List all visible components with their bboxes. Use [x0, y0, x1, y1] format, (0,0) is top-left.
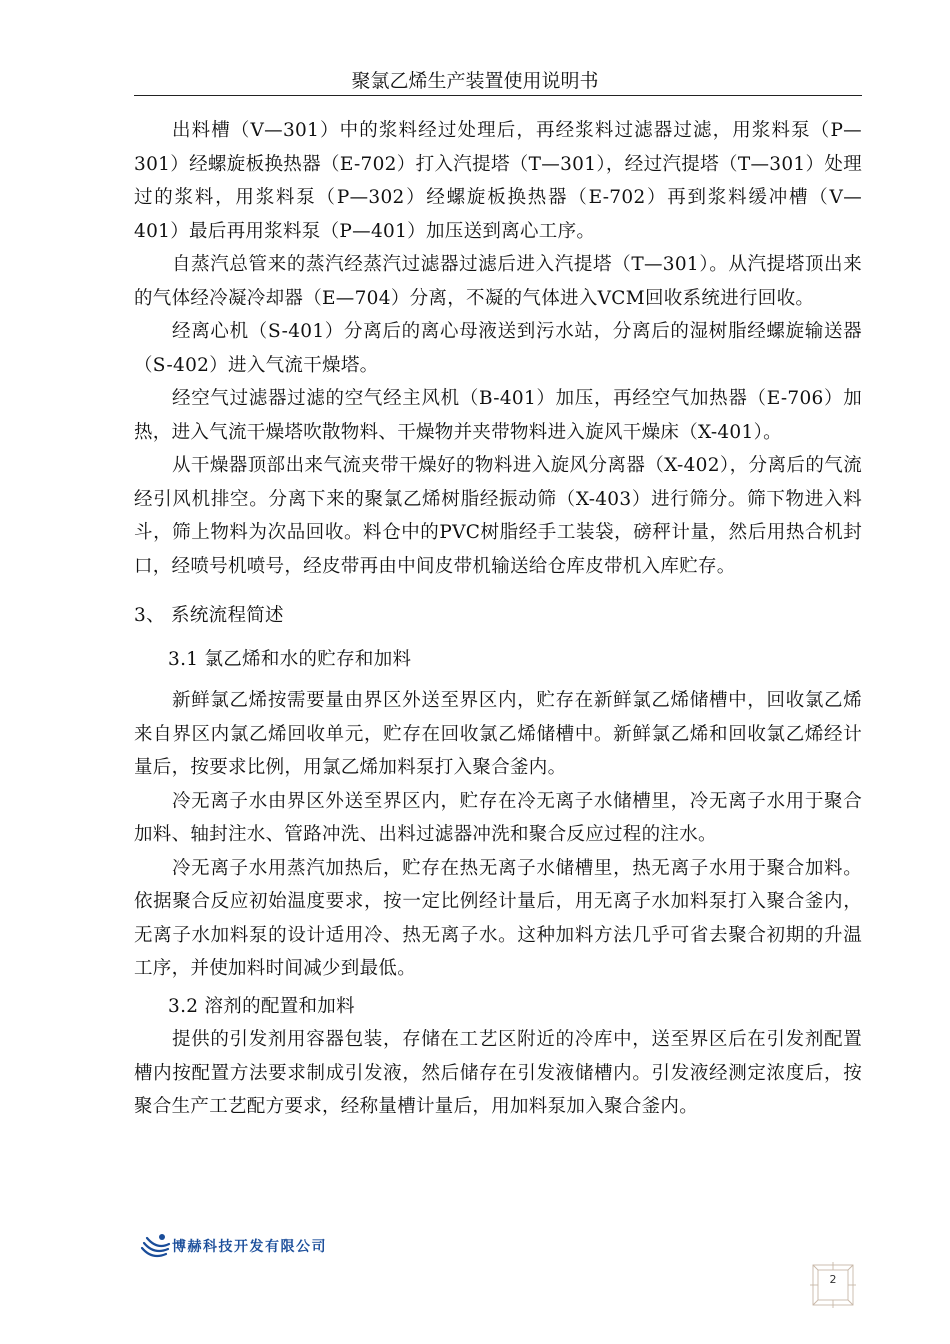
paragraph-hot-water: 冷无离子水用蒸汽加热后，贮存在热无离子水储槽里，热无离子水用于聚合加料。依据聚合反应初始温度要求，按一定比例经计量后，用无离子水加料泵打入聚合釜内，无离子水加料泵的设计适用冷、热无离子水。这种加料方法几乎可省去聚合初期的升温工序，并使加料时间减少到最低。 [134, 857, 862, 979]
paragraph-slurry-process: 出料槽（V—301）中的浆料经过处理后，再经浆料过滤器过滤，用浆料泵（P—301）经螺旋板换热器（E-702）打入汽提塔（T—301），经过汽提塔（T—301）处理过的浆料，用浆料泵（P—302）经螺旋板换热器（E-702）再到浆料缓冲槽（V—401）最后再用浆料泵（P—401）加压送到离心工序。 [134, 120, 862, 242]
subsection-heading-3-1: 3.1 氯乙烯和水的贮存和加料 [168, 648, 412, 670]
paragraph-steam-stripping: 自蒸汽总管来的蒸汽经蒸汽过滤器过滤后进入汽提塔（T—301）。从汽提塔顶出来的气体经冷凝冷却器（E—704）分离，不凝的气体进入VCM回收系统进行回收。 [134, 254, 862, 309]
company-name: 博赫科技开发有限公司 [172, 1239, 327, 1255]
paragraph-air-heating: 经空气过滤器过滤的空气经主风机（B-401）加压，再经空气加热器（E-706）加热，进入气流干燥塔吹散物料、干燥物并夹带物料进入旋风干燥床（X-401）。 [134, 388, 862, 443]
paragraph-vcm-storage: 新鲜氯乙烯按需要量由界区外送至界区内，贮存在新鲜氯乙烯储槽中，回收氯乙烯来自界区内氯乙烯回收单元，贮存在回收氯乙烯储槽中。新鲜氯乙烯和回收氯乙烯经计量后，按要求比例，用氯乙烯加料泵打入聚合釜内。 [134, 690, 862, 778]
paragraph-initiator: 提供的引发剂用容器包装，存储在工艺区附近的冷库中，送至界区后在引发剂配置槽内按配置方法要求制成引发液，然后储存在引发液储槽内。引发液经测定浓度后，按聚合生产工艺配方要求，经称量槽计量后，用加料泵加入聚合釜内。 [134, 1029, 862, 1117]
header-divider [134, 95, 862, 96]
paragraph-cold-water: 冷无离子水由界区外送至界区内，贮存在冷无离子水储槽里，冷无离子水用于聚合加料、轴封注水、管路冲洗、出料过滤器冲洗和聚合反应过程的注水。 [134, 790, 862, 845]
document-header-title: 聚氯乙烯生产装置使用说明书 [351, 70, 599, 92]
section-heading-3: 3、 系统流程简述 [134, 605, 284, 626]
paragraph-drying-packaging: 从干燥器顶部出来气流夹带干燥好的物料进入旋风分离器（X-402），分离后的气流经引风机排空。分离下来的聚氯乙烯树脂经振动筛（X-403）进行筛分。筛下物进入料斗，筛上物料为次品回收。料仓中的PVC树脂经手工装袋，磅秤计量，然后用热合机封口，经喷号机喷号，经皮带再由中间皮带机输送给仓库皮带机入库贮存。 [134, 455, 862, 577]
paragraph-centrifuge: 经离心机（S-401）分离后的离心母液送到污水站，分离后的湿树脂经螺旋输送器（S-402）进入气流干燥塔。 [134, 321, 862, 376]
document-body [134, 114, 862, 1124]
subsection-heading-3-2: 3.2 溶剂的配置和加料 [168, 995, 355, 1017]
page-number: 2 [829, 1273, 837, 1286]
